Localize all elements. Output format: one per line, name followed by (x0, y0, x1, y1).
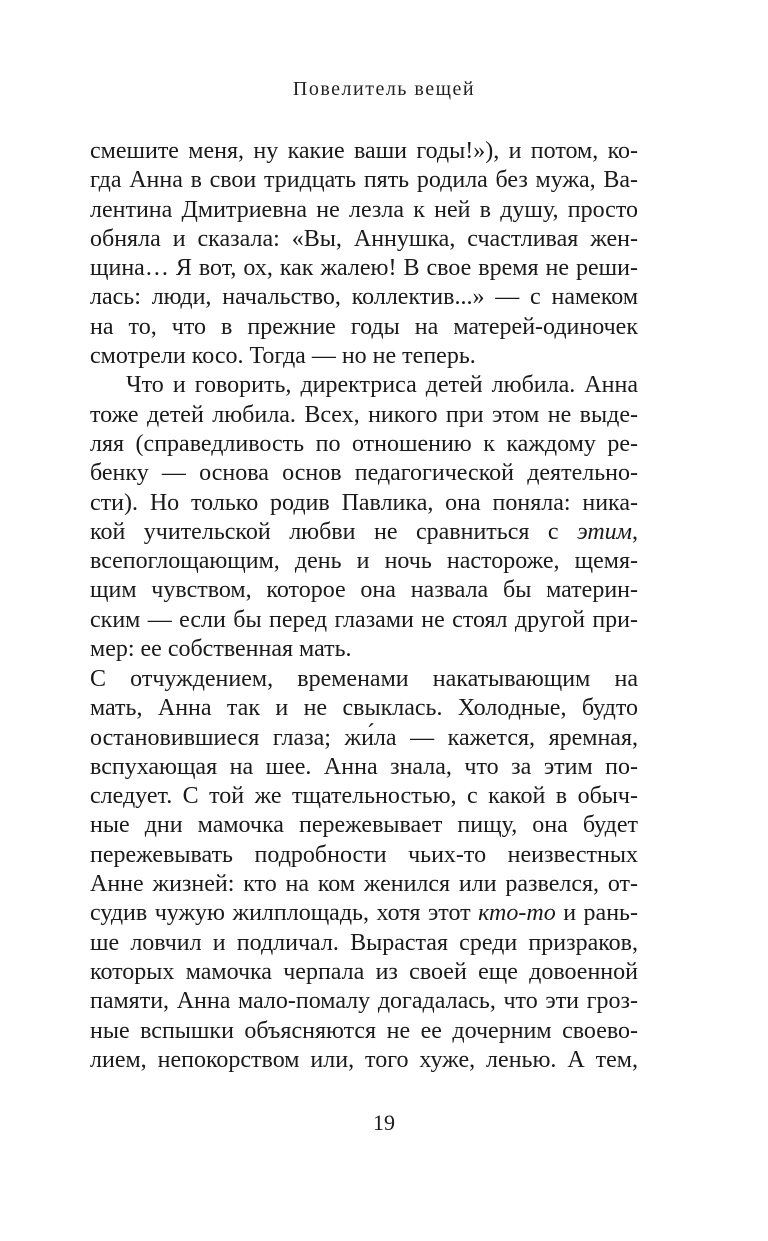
text-line: ляя (справедливость по отношению к каждому ре- (90, 430, 638, 457)
text-line: лием, непокорством или, того хуже, ленью. А тем, (90, 1046, 638, 1073)
text-block-2 (90, 665, 638, 1075)
text-segment: судив чужую жилплощадь, хотя этот (90, 900, 479, 927)
text-line: всепоглощающим, день и ночь настороже, щемя- (90, 548, 638, 575)
text-segment: кой учительской любви не сравниться с (90, 518, 578, 545)
text-segment: , (632, 518, 638, 545)
text-line: мер: ее собственная мать. (90, 636, 352, 663)
text-line: ским — если бы перед глазами не стоял другой при- (90, 606, 638, 633)
text-line: щим чувством, которое она назвала бы материн- (90, 577, 638, 604)
text-line: С отчуждением, временами накатывающим на (90, 666, 638, 692)
text-line: памяти, Анна мало-помалу догадалась, что эти гроз- (90, 988, 638, 1015)
text-line: на то, что в прежние годы на матерей-одиночек (90, 313, 638, 340)
text-line (90, 518, 638, 547)
italic-emphasis: кто-то (478, 900, 556, 927)
text-line: которых мамочка черпала из своей еще довоенной (90, 958, 638, 985)
italic-emphasis: этим (577, 518, 632, 545)
text-segment: и рань- (555, 900, 638, 927)
text-line: Что и говорить, директриса детей любила. Анна (126, 372, 638, 399)
text-block-1 (90, 137, 638, 664)
text-line: смотрели косо. Тогда — но не теперь. (90, 343, 476, 370)
text-line: остановившиеся глаза; жи́ла — кажется, яремная, (90, 724, 638, 751)
text-line: Анне жизней: кто на ком женился или развелся, от- (90, 871, 638, 898)
text-line: щина… Я вот, ох, как жалею! В свое время не реши- (90, 255, 638, 282)
text-line: мать, Анна так и не свыклась. Холодные, будто (90, 695, 638, 722)
text-line: обняла и сказала: «Вы, Аннушка, счастливая жен- (90, 225, 638, 252)
text-line: тоже детей любила. Всех, никого при этом не выде- (90, 401, 638, 428)
text-line: вспухающая на шее. Анна знала, что за этим по- (90, 753, 638, 780)
text-line: ные дни мамочка пережевывает пищу, она будет (90, 812, 638, 839)
text-line: ные вспышки объясняются не ее дочерним своево- (90, 1017, 638, 1044)
text-line: смешите меня, ну какие ваши годы!»), и потом, ко- (90, 138, 638, 164)
text-line: сти). Но только родив Павлика, она поняла: ника- (90, 489, 638, 516)
text-line: ше ловчил и подличал. Вырастая среди призраков, (90, 929, 638, 956)
text-line (90, 899, 638, 928)
text-line: лентина Дмитриевна не лезла к ней в душу, просто (90, 196, 638, 223)
text-line: гда Анна в свои тридцать пять родила без мужа, Ва- (90, 167, 638, 194)
text-line: следует. С той же тщательностью, с какой в обыч- (90, 783, 638, 810)
running-head-title: Повелитель вещей (292, 78, 476, 100)
page-number: 19 (373, 1110, 395, 1135)
text-line: лась: люди, начальство, коллектив...» — с намеком (90, 284, 638, 311)
text-line: пережевывать подробности чьих-то неизвестных (90, 841, 638, 868)
text-line: бенку — основа основ педагогической деятельно- (90, 460, 638, 487)
